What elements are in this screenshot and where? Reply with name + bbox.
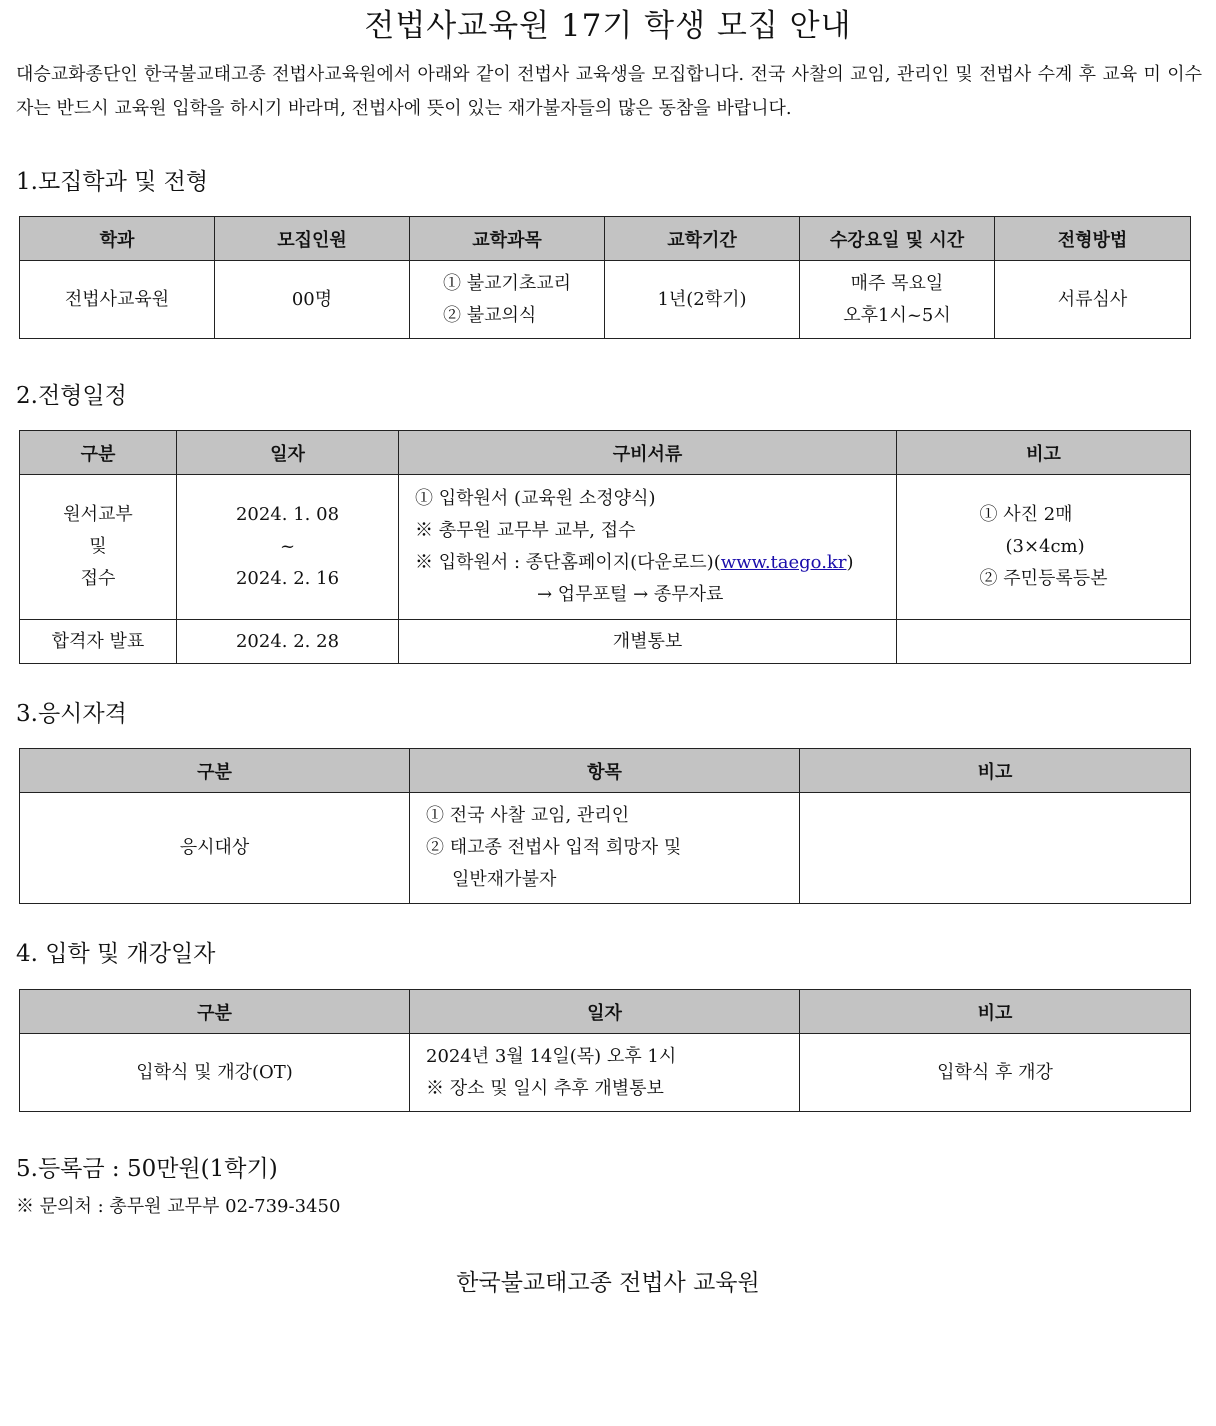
header-cell: 교학과목 bbox=[410, 217, 605, 261]
header-cell: 일자 bbox=[177, 431, 399, 475]
schedule-table bbox=[19, 430, 1191, 664]
header-cell: 비고 bbox=[897, 431, 1191, 475]
date-line: 2024. 2. 16 bbox=[235, 568, 340, 589]
table-row bbox=[20, 620, 1191, 664]
header-cell: 비고 bbox=[800, 749, 1191, 793]
header-cell: 수강요일 및 시간 bbox=[800, 217, 995, 261]
intro-paragraph: 대승교화종단인 한국불교태고종 전법사교육원에서 아래와 같이 전법사 교육생을 모집합니다. 전국 사찰의 교임, 관리인 및 전법사 수계 후 교육 미 이수자는 반드시 교육원 입학을 하시기 바라며, 전법사에 뜻이 있는 재가불자들의 많은 동참을 바랍니다. bbox=[16, 64, 1202, 119]
date-line: 2024년 3월 14일(목) 오후 1시 bbox=[426, 1045, 677, 1067]
count-cell: 00명 bbox=[215, 261, 410, 339]
category-cell bbox=[20, 475, 177, 620]
date-line: ~ bbox=[279, 536, 296, 557]
date-line: 2024. 1. 08 bbox=[235, 504, 340, 525]
doc-text: ※ 입학원서 : 종단홈페이지(다운로드)( bbox=[415, 552, 721, 573]
doc-line bbox=[415, 547, 896, 579]
table-row bbox=[20, 261, 1191, 339]
category-line: 원서교부 bbox=[63, 504, 133, 525]
schedule-line: 오후1시~5시 bbox=[843, 304, 951, 326]
subject-item: ① 불교기초교리 bbox=[442, 272, 572, 294]
header-cell: 항목 bbox=[410, 749, 800, 793]
doc-line: ※ 총무원 교무부 교부, 접수 bbox=[415, 520, 636, 541]
header-cell: 학과 bbox=[20, 217, 215, 261]
date-cell: 2024. 2. 28 bbox=[177, 620, 399, 664]
items-cell bbox=[410, 793, 800, 904]
subjects-cell bbox=[410, 261, 605, 339]
header-cell: 구분 bbox=[20, 990, 410, 1034]
header-cell: 구비서류 bbox=[399, 431, 897, 475]
document-title: 전법사교육원 17기 학생 모집 안내 bbox=[364, 8, 852, 44]
admission-table bbox=[19, 989, 1191, 1112]
notes-cell: 입학식 후 개강 bbox=[800, 1034, 1191, 1112]
notes-cell bbox=[897, 620, 1191, 664]
contact-info: ※ 문의처 : 총무원 교무부 02-739-3450 bbox=[16, 1196, 341, 1217]
section-1-heading: 1.모집학과 및 전형 bbox=[16, 169, 209, 195]
organization-name: 한국불교태고종 전법사 교육원 bbox=[456, 1270, 760, 1296]
section-3-heading: 3.응시자격 bbox=[16, 701, 127, 727]
table-header-row bbox=[20, 749, 1191, 793]
header-cell: 모집인원 bbox=[215, 217, 410, 261]
schedule-line: 매주 목요일 bbox=[850, 272, 944, 294]
section-5-heading: 5.등록금 : 50만원(1학기) bbox=[16, 1156, 278, 1182]
documents-cell bbox=[399, 475, 897, 620]
item-line: ② 태고종 전법사 입적 희망자 및 bbox=[426, 837, 682, 858]
note-line: ① 사진 2매 bbox=[979, 504, 1073, 525]
date-line: ※ 장소 및 일시 추후 개별통보 bbox=[426, 1077, 664, 1099]
table-header-row bbox=[20, 431, 1191, 475]
documents-cell: 개별통보 bbox=[399, 620, 897, 664]
header-cell: 구분 bbox=[20, 749, 410, 793]
doc-text: ) bbox=[846, 552, 854, 573]
section-4-heading: 4. 입학 및 개강일자 bbox=[16, 941, 216, 967]
note-line: ② 주민등록등본 bbox=[979, 568, 1108, 589]
header-cell: 구분 bbox=[20, 431, 177, 475]
schedule-cell bbox=[800, 261, 995, 339]
doc-line: ① 입학원서 (교육원 소정양식) bbox=[415, 488, 656, 509]
category-cell: 합격자 발표 bbox=[20, 620, 177, 664]
category-cell: 응시대상 bbox=[20, 793, 410, 904]
item-line: ① 전국 사찰 교임, 관리인 bbox=[426, 805, 630, 826]
notes-cell bbox=[800, 793, 1191, 904]
table-row bbox=[20, 793, 1191, 904]
notes-cell bbox=[897, 475, 1191, 620]
table-header-row bbox=[20, 217, 1191, 261]
table-row bbox=[20, 475, 1191, 620]
header-cell: 교학기간 bbox=[605, 217, 800, 261]
dept-cell: 전법사교육원 bbox=[20, 261, 215, 339]
category-line: 접수 bbox=[80, 568, 116, 589]
doc-line: → 업무포털 → 종무자료 bbox=[537, 584, 724, 605]
recruitment-table bbox=[19, 216, 1191, 339]
note-line: (3×4cm) bbox=[1005, 536, 1085, 557]
category-line: 및 bbox=[89, 536, 107, 557]
eligibility-table bbox=[19, 748, 1191, 904]
subject-item: ② 불교의식 bbox=[442, 304, 537, 326]
method-cell: 서류심사 bbox=[995, 261, 1191, 339]
header-cell: 전형방법 bbox=[995, 217, 1191, 261]
header-cell: 일자 bbox=[410, 990, 800, 1034]
table-header-row bbox=[20, 990, 1191, 1034]
item-line: 일반재가불자 bbox=[452, 869, 557, 890]
date-cell bbox=[177, 475, 399, 620]
homepage-link[interactable]: www.taego.kr bbox=[720, 552, 847, 573]
header-cell: 비고 bbox=[800, 990, 1191, 1034]
table-row bbox=[20, 1034, 1191, 1112]
period-cell: 1년(2학기) bbox=[605, 261, 800, 339]
section-2-heading: 2.전형일정 bbox=[16, 383, 127, 409]
category-cell: 입학식 및 개강(OT) bbox=[20, 1034, 410, 1112]
dates-cell bbox=[410, 1034, 800, 1112]
